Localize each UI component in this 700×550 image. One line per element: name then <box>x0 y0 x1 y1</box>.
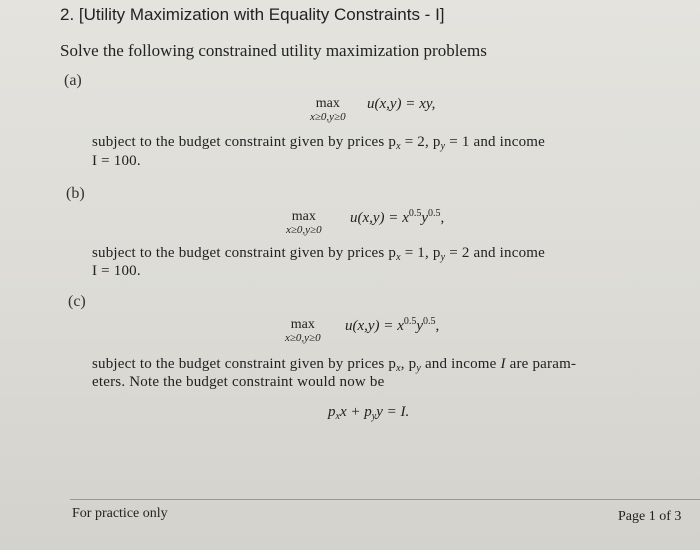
utility-exponent: 0.5 <box>408 208 422 219</box>
subscript: y <box>440 252 446 263</box>
part-b-utility-function <box>350 208 444 227</box>
max-word: max <box>290 317 315 332</box>
part-b-label: (b) <box>66 185 85 202</box>
max-constraint: x≥0,y≥0 <box>286 224 322 236</box>
part-a-label: (a) <box>64 72 82 89</box>
text-segment: are param- <box>505 356 577 372</box>
utility-end: , <box>435 318 440 334</box>
subscript: y <box>416 363 421 374</box>
text-segment: subject to the budget constraint given by prices p <box>92 356 397 372</box>
footer-note: For practice only <box>72 506 168 521</box>
part-c-constraint-line-1 <box>92 356 576 374</box>
budget-constraint-equation <box>328 404 409 422</box>
utility-exponent: 0.5 <box>403 316 417 327</box>
part-c-utility-function <box>345 316 439 335</box>
part-b-constraint-line-2: I = 100. <box>92 263 141 279</box>
part-c-label: (c) <box>68 293 86 310</box>
max-word: max <box>315 96 340 111</box>
utility-base: y <box>421 210 429 226</box>
instructions: Solve the following constrained utility maximization problems <box>60 41 487 60</box>
part-a-max-operator <box>310 97 346 123</box>
part-b-max-operator <box>286 210 322 236</box>
subscript: x <box>396 252 401 263</box>
problem-title: 2. [Utility Maximization with Equality Constraints - I] <box>60 5 445 24</box>
subscript: x <box>396 363 401 374</box>
subscript: x <box>335 411 340 422</box>
max-word: max <box>291 209 316 224</box>
max-constraint: x≥0,y≥0 <box>310 111 346 123</box>
subscript: x <box>396 141 401 152</box>
utility-lhs: u(x,y) = <box>350 210 403 226</box>
part-a-utility-function <box>367 96 435 113</box>
utility-rhs: xy, <box>419 96 436 112</box>
utility-lhs: u(x,y) = <box>367 96 420 112</box>
part-c-max-operator <box>285 318 321 344</box>
text-segment: subject to the budget constraint given by prices p <box>92 134 397 150</box>
part-a-constraint-line-2: I = 100. <box>92 153 141 169</box>
utility-exponent: 0.5 <box>428 208 441 219</box>
eq-segment: x + p <box>339 404 372 420</box>
part-a-constraint-line-1 <box>92 134 545 152</box>
text-segment: = 2 and income <box>445 245 546 261</box>
utility-exponent: 0.5 <box>423 316 436 327</box>
text-segment: , p <box>400 356 417 372</box>
subscript: y <box>371 411 377 422</box>
page-number: Page 1 of 3 <box>618 509 682 524</box>
text-segment: subject to the budget constraint given by prices p <box>92 245 397 261</box>
utility-lhs: u(x,y) = <box>345 318 398 334</box>
text-segment: and income <box>421 356 501 372</box>
text-segment: I <box>500 356 506 372</box>
eq-segment: y = I. <box>376 404 410 420</box>
part-b-constraint-line-1 <box>92 245 545 263</box>
footer-divider <box>70 499 700 500</box>
text-segment: = 1, p <box>400 245 441 261</box>
subscript: y <box>440 141 446 152</box>
utility-base: x <box>402 210 409 226</box>
text-segment: = 1 and income <box>445 134 546 150</box>
utility-end: , <box>440 210 445 226</box>
eq-segment: p <box>328 404 336 420</box>
text-segment: = 2, p <box>400 134 441 150</box>
part-c-constraint-line-2: eters. Note the budget constraint would now be <box>92 374 385 390</box>
utility-base: x <box>397 318 404 334</box>
max-constraint: x≥0,y≥0 <box>285 332 321 344</box>
utility-base: y <box>416 318 424 334</box>
